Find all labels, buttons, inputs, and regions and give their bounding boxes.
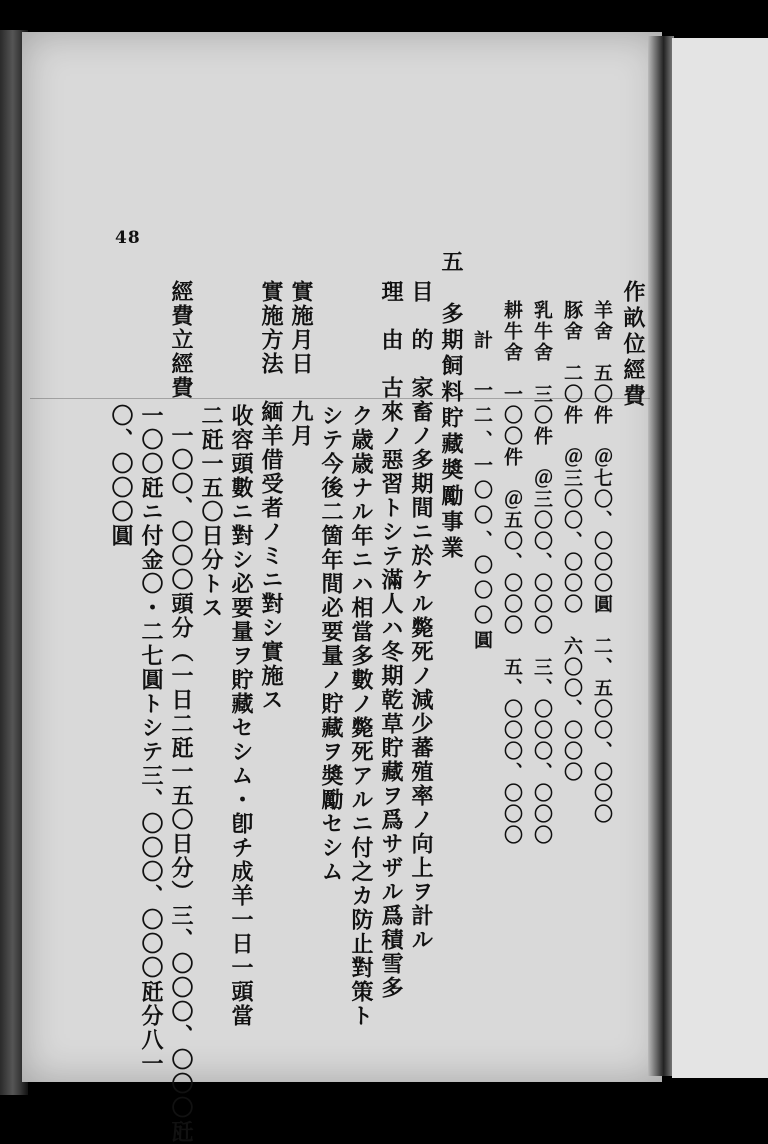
line-method-cont-2: 二瓩一五〇日分トス [198, 404, 224, 620]
line-reason: 理 由 古來ノ惡習トシテ滿人ハ冬期乾草貯藏ヲ爲サザル爲積雪多 [378, 280, 404, 1000]
line-cost-cont-1: 一〇〇瓩ニ付金〇・二七圓トシテ三、〇〇〇、〇〇〇瓩分八一 [138, 404, 164, 1076]
line-cost: 經費立經費 一〇〇、〇〇〇頭分（一日二瓩一五〇日分）三、〇〇〇、〇〇〇瓩 [168, 280, 194, 1144]
row-dairy-cow-shed: 乳牛舍 三〇件 ＠三〇〇、〇〇〇 三、〇〇〇、〇〇〇 [531, 300, 553, 846]
line-purpose: 目 的 家畜ノ多期間ニ於ケル斃死ノ減少蕃殖率ノ向上ヲ計ル [408, 280, 434, 952]
page-number: 48 [115, 228, 141, 248]
line-implementation-method: 實施方法 緬羊借受者ノミニ對シ實施ス [258, 280, 284, 712]
line-method-cont-1: 收容頭數ニ對シ必要量ヲ貯藏セシム・卽チ成羊一日一頭當 [228, 404, 254, 1028]
row-total: 計 一二、一〇〇、〇〇〇圓 [471, 330, 493, 655]
line-reason-cont-2: シテ今後二箇年間必要量ノ貯藏ヲ奬勵セシム [318, 404, 344, 884]
section-heading-winter-fodder: 五 多期飼料貯藏奬勵事業 [438, 250, 464, 562]
book-gutter [648, 36, 674, 1076]
page-crease [30, 398, 650, 399]
heading-livestock-cost: 作畝位經費 [620, 280, 646, 410]
row-sheep-shed: 羊舍 五〇件 ＠七〇、〇〇〇圓 二、五〇〇、〇〇〇 [591, 300, 613, 825]
line-reason-cont-1: ク歳歳ナル年ニハ相當多數ノ斃死アルニ付之カ防止對策ト [348, 404, 374, 1028]
row-pig-shed: 豚舍 二〇件 ＠三〇〇、〇〇〇 六〇〇、〇〇〇 [561, 300, 583, 783]
line-implementation-date: 實施月日 九月 [288, 280, 314, 448]
row-ox-shed: 耕牛舍 一〇〇件 ＠五〇、〇〇〇 五、〇〇〇、〇〇〇 [501, 300, 523, 846]
line-cost-cont-2: 〇、〇〇〇圓 [108, 404, 134, 548]
facing-page [672, 38, 768, 1078]
